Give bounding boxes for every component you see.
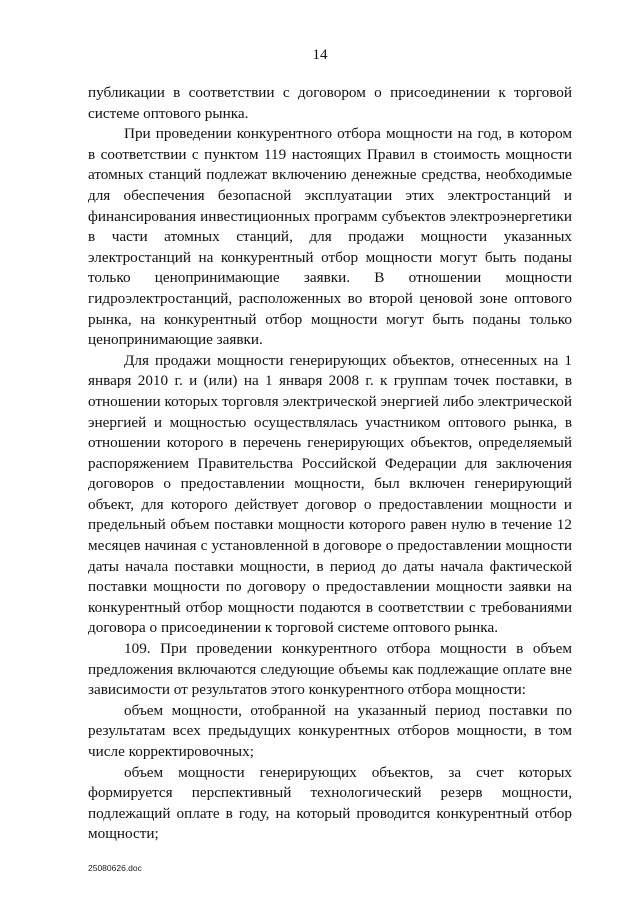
paragraph-clause-109: 109. При проведении конкурентного отбора мощности в объем предложения включаются следующие объемы как подлежащие оплате вне зависимости от результатов этого конкурентного отбора мощности: <box>88 640 572 699</box>
paragraph-nuclear-stations: При проведении конкурентного отбора мощности на год, в котором в соответствии с пунктом 119 настоящих Правил в стоимость мощности атомных станций подлежат включению денежные средства, необходимые для обеспечения безопасной эксплуатации этих электростанций и финансирования инвестиционных программ субъектов электроэнергетики в части атомных станций, для продажи мощности указанных электростанций на конкурентный отбор мощности могут быть поданы только ценопринимающие заявки. В отношении мощности гидроэлектростанций, расположенных во второй ценовой зоне оптового рынка, на конкурентный отбор мощности могут быть поданы только ценопринимающие заявки. <box>88 125 572 349</box>
paragraph-continuation: публикации в соответствии с договором о присоединении к торговой системе оптового рынка. <box>88 84 572 122</box>
paragraph-selected-capacity: объем мощности, отобранной на указанный период поставки по результатам всех предыдущих конкурентных отборов мощности, в том числе корректировочных; <box>88 701 572 760</box>
document-body <box>88 83 572 845</box>
paragraph-generating-objects: Для продажи мощности генерирующих объектов, отнесенных на 1 января 2010 г. и (или) на 1 января 2008 г. к группам точек поставки, в отношении которых торговля электрической энергией либо электрической энергией и мощностью осуществлялась участником оптового рынка, в отношении которого в перечень генерирующих объектов, определяемый распоряжением Правительства Российской Федерации для заключения договоров о предоставлении мощности, был включен генерирующий объект, для которого действует договор о предоставлении мощности и предельный объем поставки мощности которого равен нулю в течение 12 месяцев начиная с установленной в договоре о предоставлении мощности даты начала поставки мощности, в период до даты начала фактической поставки мощности по договору о предоставлении мощности заявки на конкурентный отбор мощности подаются в соответствии с требованиями договора о присоединении к торговой системе оптового рынка. <box>88 351 572 637</box>
file-footer: 25080626.doc <box>88 863 142 873</box>
page-number: 14 <box>312 47 328 63</box>
paragraph-reserve-capacity: объем мощности генерирующих объектов, за счет которых формируется перспективный технологический резерв мощности, подлежащий оплате в году, на который проводится конкурентный отбор мощности; <box>88 763 572 843</box>
